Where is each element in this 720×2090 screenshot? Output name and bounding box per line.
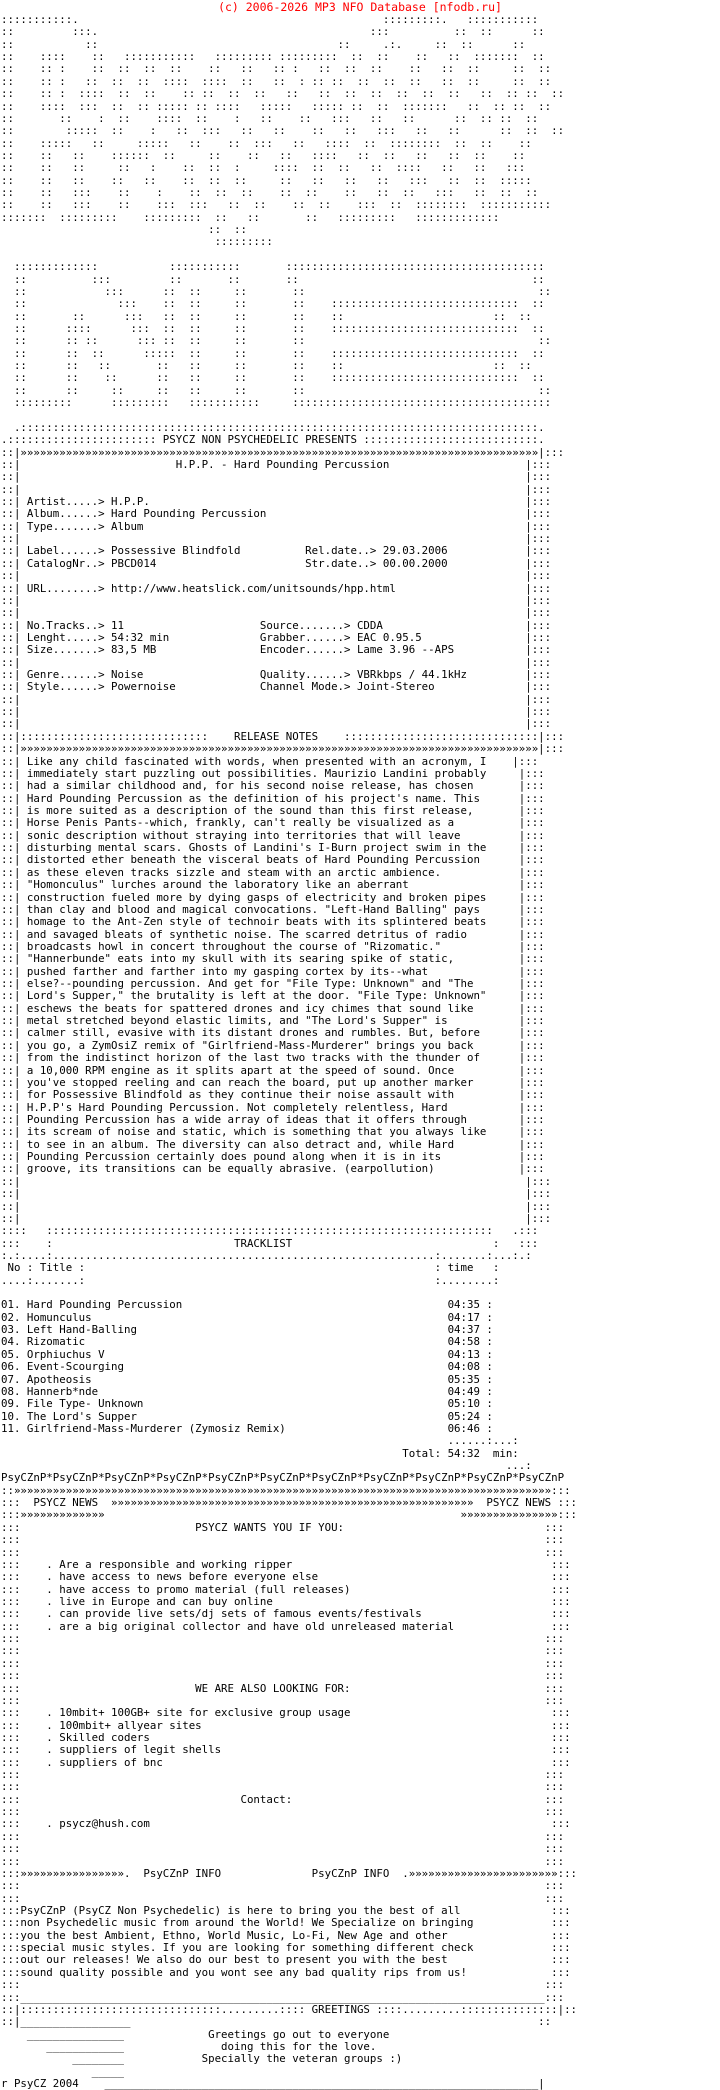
nfo-text-block: :::::::::::. :::::::::. ::::::::::: :: :::. ::: :: :: :: :: :: :: .:. :: :: :: :: :::: :: ::::::::::: ::::::::: ::::::::: :: :: :: :: ::::::: :: :: :: : :: :: :: :: :: :: :: : :: :: :: :: :: :: :: :: :: :: : :: :: :: :::: :::: :: :: : :: :: :: :: :: :: :: :: :: :: :: : :::: :: :: :: :: :: :: :: :: :: :: :: :: :: :: :: :: :: :: :::: ::: :: :: ::::: :: :::: ::::: ::::: :: :: ::::::: :: :: :: :: :: :: : :: :::: :: : :: :: ::: :: :: :: :: :: :: :: ::::: :: : :: ::: :: :: :: :: ::: :: :: :: :: :: :: ::::: :: ::::: :: :: ::: :: :::: :: :::::::: :: :: :: :: :: :: :::::: :: :: :: :: :::: :: :: :: :: :: :: :: :: :: :: : :: :: : :::: :: :: :: :::: :: :: ::: :: :: :: :: :: :: :: :: :: :: :: :: ::: :: :: ::::: :: :: ::: :: : :: :: :: :: :: :: :: :: ::: :: :: :: :: :: ::: :: ::: ::: :: :: :: :: ::: :: :::::::: ::::::::::: ::::::: ::::::::: ::::::::: :: :: :: ::::::::: ::::::::::::: :: :: ::::::::: ::::::::::::: ::::::::::: :::::::::::::::::::::::::::::::::::::::: :: ::: :: :: :: :: :: ::: :: :: :: :: :: :: ::: :: :: :: :: ::::::::::::::::::::::::::::: :: :: :: ::: :: :: :: :: :: :: :: :: :::: ::: :: :: :: :: ::::::::::::::::::::::::::::: :: :: :: :: ::: :: :: :: :: :: :: :: :: ::::: :: :: :: ::::::::::::::::::::::::::::: :: :: :: :: :: :: :: :: :: :: :: :: :: :: :: :: :: :: ::::::::::::::::::::::::::::: :: :: :: :: :: :: :: :: :: ::::::::: ::::::::: ::::::::::: :::::::::::::::::::::::::::::::::::::::: .::::::::::::::::::::::::::::::::::::::::::::::::::::::::::::::::::::::::::::::::. .::::::::::::::::::::::: PSYCZ NON PSYCHEDELIC PRESENTS :::::::::::::::::::::::::::. ::|»»»»»»»»»»»»»»»»»»»»»»»»»»»»»»»»»»»»»»»»»»»»»»»»»»»»»»»»»»»»»»»»»»»»»»»»»»»»»»»»|::: ::| H.P.P. - Hard Pounding Percussion |::: ::| |::: ::| |::: ::| Artist.....> H.P.P. |::: ::| Album......> Hard Pounding Percussion |::: ::| Type.......> Album |::: ::| |::: ::| Label......> Possessive Blindfold Rel.date..> 29.03.2006 |::: ::| CatalogNr..> PBCD014 Str.date..> 00.00.2000 |::: ::| |::: ::| URL........> http://www.heatslick.com/unitsounds/hpp.html |::: ::| |::: ::| |::: ::| No.Tracks..> 11 Source.......> CDDA |::: ::| Lenght.....> 54:32 min Grabber......> EAC 0.95.5 |::: ::| Size.......> 83,5 MB Encoder......> Lame 3.96 --APS |::: ::| |::: ::| Genre......> Noise Quality......> VBRkbps / 44.1kHz |::: ::| Style......> Powernoise Channel Mode.> Joint-Stereo |::: ::| |::: ::| |::: ::| |::: ::|::::::::::::::::::::::::::::: RELEASE NOTES ::::::::::::::::::::::::::::::|::: ::|»»»»»»»»»»»»»»»»»»»»»»»»»»»»»»»»»»»»»»»»»»»»»»»»»»»»»»»»»»»»»»»»»»»»»»»»»»»»»»»»|::: ::| Like any child fascinated with words, when presented with an acronym, I |::: ::| immediately start puzzling out possibilities. Maurizio Landini probably |::: ::| had a similar childhood and, for his second noise release, has chosen |::: ::| Hard Pounding Percussion as the definition of his project's name. This |::: ::| is more suited as a description of the sound than this first release, |::: ::| Horse Penis Pants--which, frankly, can't really be visualized as a |::: ::| sonic description without straying into territories that will leave |::: ::| disturbing mental scars. Ghosts of Landini's I-Burn project swim in the |::: ::| distorted ether beneath the visceral beats of Hard Pounding Percussion |::: ::| as these eleven tracks sizzle and steam with an arctic ambience. |::: ::| "Homonculus" lurches around the laboratory like an aberrant |::: ::| construction fueled more by dying gasps of electricity and broken pipes |::: ::| than clay and blood and magical convocations. "Left-Hand Balling" pays |::: ::| homage to the Ant-Zen style of technoir beats with its splintered beats |::: ::| and savaged bleats of synthetic noise. The scarred detritus of radio |::: ::| broadcasts howl in concert throughout the course of "Rizomatic." |::: ::| "Hannerbunde" eats into my skull with its searing spike of static, |::: ::| pushed farther and farther into my gasping cortex by its--what |::: ::| else?--pounding percussion. And get for "File Type: Unknown" and "The |::: ::| Lord's Supper," the brutality is left at the door. "File Type: Unknown" |::: ::| eschews the beats for spattered drones and icy chimes that sound like |::: ::| metal stretched beyond elastic limits, and "The Lord's Supper" is |::: ::| calmer still, evasive with its distant drones and rumbles. But, before |::: ::| you go, a ZymOsiZ remix of "Girlfriend-Mass-Murderer" brings you back |::: ::| from the indistinct horizon of the last two tracks with the thunder of |::: ::| a 10,000 RPM engine as it splits apart at the speed of sound. Once |::: ::| you've stopped reeling and can reach the board, put up another marker |::: ::| for Possessive Blindfold as they continue their noise assault with |::: ::| H.P.P's Hard Pounding Percussion. Not completely relentless, Hard |::: ::| Pounding Percussion has a wide array of ideas that it offers through |::: ::| its scream of noise and static, which is something that you always like |::: ::| to see in an album. The diversity can also detract and, while Hard |::: ::| Pounding Percussion certainly does pound along when it is in its |::: ::| groove, its transitions can be equally abrasive. (earpollution) |::: ::| |::: ::| |::: ::| |::: ::| |::: :::: ::::::::::::::::::::::::::::::::::::::::::::::::::::::::::::::::::::: .::: ::: : TRACKLIST : ::: :.:....:...........................................................:.......:...:.: No : Title : : time : ....:.......: :........: 01. Hard Pounding Percussion 04:35 : 02. Homunculus 04:17 : 03. Left Hand-Balling 04:37 : 04. Rizomatic 04:58 : 05. Orphiuchus V 04:13 : 06. Event-Scourging 04:08 : 07. Apotheosis 05:35 : 08. Hannerb*nde 04:49 : 09. File Type- Unknown 05:10 : 10. The Lord's Supper 05:24 : 11. Girlfriend-Mass-Murderer (Zymosiz Remix) 06:46 : ......:...: Total: 54:32 min: ...: PsyCZnP*PsyCZnP*PsyCZnP*PsyCZnP*PsyCZnP*PsyCZnP*PsyCZnP*PsyCZnP*PsyCZnP*PsyCZnP*PsyCZnP ::»»»»»»»»»»»»»»»»»»»»»»»»»»»»»»»»»»»»»»»»»»»»»»»»»»»»»»»»»»»»»»»»»»»»»»»»»»»»»»»»»»»::: ::: PSYCZ NEWS »»»»»»»»»»»»»»»»»»»»»»»»»»»»»»»»»»»»»»»»»»»»»»»»»»»»»»»» PSYCZ NEWS ::: :::»»»»»»»»»»»»» »»»»»»»»»»»»»»»::: ::: PSYCZ WANTS YOU IF YOU: ::: ::: ::: ::: ::: ::: . Are a responsible and working ripper ::: ::: . have access to news before everyone else ::: ::: . have access to promo material (full releases) ::: ::: . live in Europe and can buy online ::: ::: . can provide live sets/dj sets of famous events/festivals ::: ::: . are a big original collector and have old unreleased material ::: ::: ::: ::: ::: ::: ::: ::: ::: ::: WE ARE ALSO LOOKING FOR: ::: ::: ::: ::: . 10mbit+ 100GB+ site for exclusive group usage ::: ::: . 100mbit+ allyear sites ::: ::: . Skilled coders ::: ::: . suppliers of legit shells ::: ::: . suppliers of bnc ::: ::: ::: ::: ::: ::: Contact: ::: ::: ::: ::: . psycz@hush.com ::: ::: ::: ::: ::: ::: ::: :::»»»»»»»»»»»»»»»». PsyCZnP INFO PsyCZnP INFO .»»»»»»»»»»»»»»»»»»»»»»»::: ::: ::: ::: ::: :::PsyCZnP (PsyCZ Non Psychedelic) is here to bring you the best of all ::: :::non Psychedelic music from around the World! We Specialize on bringing ::: :::you the best Ambient, Ethno, World Music, Lo-Fi, New Age and other ::: :::special music styles. If you are looking for something different check ::: :::out our releases! We also do our best to present you with the best ::: :::sound quality possible and you wont see any bad quality rips from us! ::: ::: ::: :::_________________________________________________________________________________::: ::|:::::::::::::::::::::::::::::::.........:::: GREETINGS ::::.........:::::::::::::::|:: ::|_________________ :: _______________ Greetings go out to everyone ____________ doing this for the love. ________ Specially the veteran groups :) _____ r PsyCZ 2004 ___________________________________________________________________| [1, 13, 578, 2090]
copyright-header: (c) 2006-2026 MP3 NFO Database [nfodb.ru] [218, 0, 502, 14]
